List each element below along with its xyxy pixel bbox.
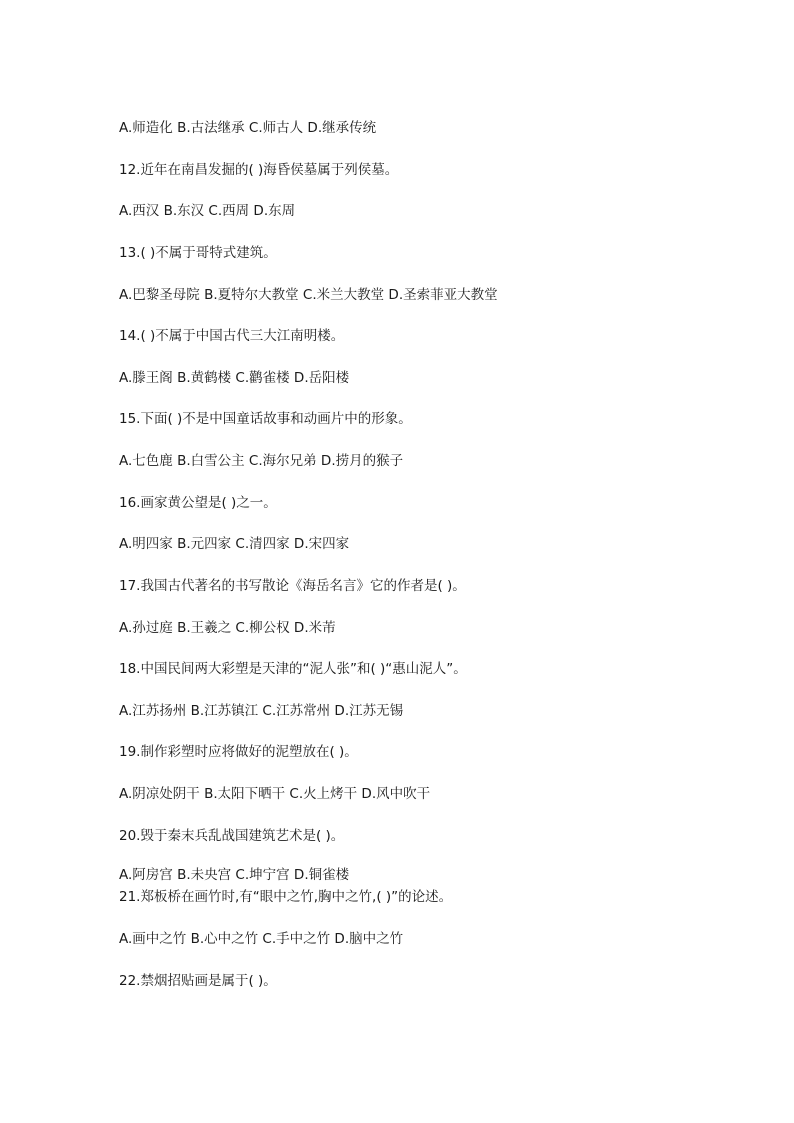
answer-options-18: A.江苏扬州 B.江苏镇江 C.江苏常州 D.江苏无锡 bbox=[119, 703, 404, 719]
question-16: 16.画家黄公望是( )之一。 bbox=[119, 495, 277, 511]
answer-options-19: A.阴凉处阴干 B.太阳下晒干 C.火上烤干 D.风中吹干 bbox=[119, 786, 431, 802]
question-21: 21.郑板桥在画竹时,有“眼中之竹,胸中之竹,( )”的论述。 bbox=[119, 889, 453, 905]
answer-options-16: A.明四家 B.元四家 C.清四家 D.宋四家 bbox=[119, 536, 350, 552]
answer-options-11: A.师造化 B.古法继承 C.师古人 D.继承传统 bbox=[119, 120, 377, 136]
answer-options-17: A.孙过庭 B.王羲之 C.柳公权 D.米芾 bbox=[119, 620, 336, 636]
answer-options-15: A.七色鹿 B.白雪公主 C.海尔兄弟 D.捞月的猴子 bbox=[119, 453, 404, 469]
answer-options-12: A.西汉 B.东汉 C.西周 D.东周 bbox=[119, 203, 296, 219]
question-22: 22.禁烟招贴画是属于( )。 bbox=[119, 973, 277, 989]
answer-options-14: A.滕王阁 B.黄鹤楼 C.鹳雀楼 D.岳阳楼 bbox=[119, 370, 350, 386]
answer-options-13: A.巴黎圣母院 B.夏特尔大教堂 C.米兰大教堂 D.圣索菲亚大教堂 bbox=[119, 287, 498, 303]
question-14: 14.( )不属于中国古代三大江南明楼。 bbox=[119, 328, 345, 344]
question-12: 12.近年在南昌发掘的( )海昏侯墓属于列侯墓。 bbox=[119, 162, 399, 178]
answer-options-21: A.画中之竹 B.心中之竹 C.手中之竹 D.脑中之竹 bbox=[119, 931, 404, 947]
question-18: 18.中国民间两大彩塑是天津的“泥人张”和( )“惠山泥人”。 bbox=[119, 661, 467, 677]
question-19: 19.制作彩塑时应将做好的泥塑放在( )。 bbox=[119, 744, 358, 760]
question-20: 20.毁于秦末兵乱战国建筑艺术是( )。 bbox=[119, 828, 345, 844]
question-15: 15.下面( )不是中国童话故事和动画片中的形象。 bbox=[119, 411, 412, 427]
answer-options-20: A.阿房宫 B.未央宫 C.坤宁宫 D.铜雀楼 bbox=[119, 867, 350, 883]
question-13: 13.( )不属于哥特式建筑。 bbox=[119, 245, 277, 261]
question-17: 17.我国古代著名的书写散论《海岳名言》它的作者是( )。 bbox=[119, 578, 466, 594]
